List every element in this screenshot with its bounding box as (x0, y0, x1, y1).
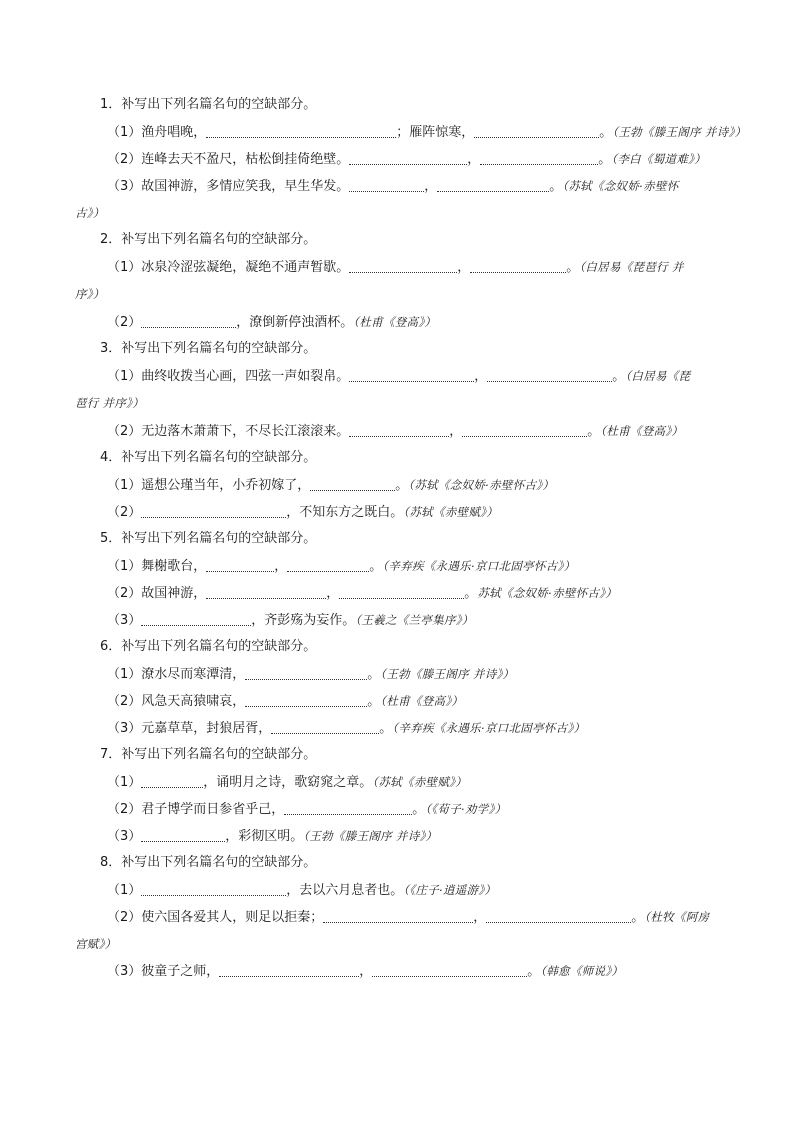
answer-blank[interactable] (245, 693, 367, 707)
source-citation: （苏轼《念奴娇·赤壁怀 (562, 179, 679, 193)
answer-blank[interactable] (349, 259, 457, 273)
prompt-text: （3） (107, 613, 142, 628)
prompt-text: （3）故国神游，多情应笑我，早生华发。 (107, 179, 350, 194)
prompt-text: （2）连峰去天不盈尺，枯松倒挂倚绝壁。 (107, 152, 350, 167)
source-citation: 宫赋》） (75, 937, 117, 951)
question-heading (100, 853, 316, 873)
sub-question (107, 961, 623, 981)
continued-line (75, 934, 116, 954)
sub-question (107, 718, 585, 738)
question-heading (100, 448, 316, 468)
answer-blank[interactable] (287, 558, 369, 572)
answer-blank[interactable] (141, 612, 251, 626)
prompt-text: （1）遥想公瑾当年，小乔初嫁了， (107, 478, 311, 493)
source-citation: （辛弃疾《永遇乐·京口北固亭怀古》） (392, 721, 586, 735)
prompt-text: 。 (395, 478, 409, 493)
answer-blank[interactable] (310, 477, 395, 491)
prompt-text: ，去以六月息者也。 (286, 883, 404, 898)
source-citation: （白居易《琵琶行 并 (579, 260, 684, 274)
answer-blank[interactable] (487, 368, 612, 382)
prompt-text: 。 (599, 125, 613, 140)
prompt-text: ， (359, 964, 373, 979)
prompt-text: ，诵明月之诗，歌窈窕之章。 (203, 775, 373, 790)
answer-blank[interactable] (141, 314, 236, 328)
answer-blank[interactable] (141, 882, 286, 896)
prompt-text: 。 (464, 586, 478, 601)
prompt-text: （1）渔舟唱晚， (107, 125, 207, 140)
question-heading (100, 529, 316, 549)
prompt-text: 7．补写出下列名篇名句的空缺部分。 (100, 747, 317, 762)
prompt-text: ，不知东方之既白。 (286, 505, 404, 520)
prompt-text: 。 (631, 910, 645, 925)
prompt-text: 4．补写出下列名篇名句的空缺部分。 (100, 450, 317, 465)
source-citation: （杜甫《登高》） (600, 424, 684, 438)
sub-question (107, 826, 437, 846)
prompt-text: 。 (369, 559, 383, 574)
prompt-text: 。 (412, 802, 426, 817)
sub-question (107, 312, 436, 332)
sub-question (107, 475, 554, 495)
prompt-text: ，彩彻区明。 (225, 829, 304, 844)
prompt-text: （1）冰泉冷涩弦凝绝，凝绝不通声暂歇。 (107, 260, 350, 275)
prompt-text: ，潦倒新停浊酒杯。 (236, 315, 354, 330)
prompt-text: ，齐彭殇为妄作。 (251, 613, 356, 628)
prompt-text: （3）彼童子之师， (107, 964, 220, 979)
prompt-text: ， (424, 179, 438, 194)
sub-question (107, 583, 617, 603)
prompt-text: 。 (566, 260, 580, 275)
answer-blank[interactable] (470, 259, 566, 273)
answer-blank[interactable] (141, 774, 203, 788)
sub-question (107, 366, 690, 386)
prompt-text: （2） (107, 315, 142, 330)
source-citation: （《庄子·逍遥游》） (403, 883, 497, 897)
answer-blank[interactable] (372, 963, 527, 977)
prompt-text: ， (457, 260, 471, 275)
prompt-text: 1．补写出下列名篇名句的空缺部分。 (100, 97, 317, 112)
source-citation: （杜牧《阿房 (644, 910, 710, 924)
prompt-text: （1）舞榭歌台， (107, 559, 207, 574)
question-heading (100, 745, 316, 765)
prompt-text: 。 (379, 721, 393, 736)
prompt-text: （1） (107, 775, 142, 790)
source-citation: 序》） (75, 287, 105, 301)
sub-question (107, 149, 706, 169)
prompt-text: 。 (367, 694, 381, 709)
prompt-text: （3） (107, 829, 142, 844)
prompt-text: 。 (598, 152, 612, 167)
prompt-text: ， (473, 910, 487, 925)
answer-blank[interactable] (323, 909, 473, 923)
prompt-text: （1）潦水尽而寒潭清， (107, 667, 246, 682)
answer-blank[interactable] (474, 124, 599, 138)
sub-question (107, 556, 575, 576)
answer-blank[interactable] (245, 666, 367, 680)
source-citation: （苏轼《念奴娇·赤壁怀古》） (408, 478, 555, 492)
prompt-text: ；雁阵惊寒， (396, 125, 475, 140)
answer-blank[interactable] (462, 423, 587, 437)
source-citation: （王勃《滕王阁序 并诗》） (612, 125, 747, 139)
answer-blank[interactable] (271, 720, 379, 734)
sub-question (107, 880, 496, 900)
source-citation: （杜甫《登高》） (353, 315, 437, 329)
answer-blank[interactable] (141, 504, 286, 518)
source-citation: （白居易《琵 (625, 369, 691, 383)
prompt-text: （1）曲终收拨当心画，四弦一声如裂帛。 (107, 369, 350, 384)
prompt-text: 8．补写出下列名篇名句的空缺部分。 (100, 855, 317, 870)
source-citation: （苏轼《赤壁赋》） (372, 775, 467, 789)
prompt-text: ， (449, 424, 463, 439)
question-heading (100, 339, 316, 359)
prompt-text: （2）风急天高猿啸哀， (107, 694, 246, 709)
prompt-text: 5．补写出下列名篇名句的空缺部分。 (100, 531, 317, 546)
source-citation: （李白《蜀道难》） (611, 152, 707, 166)
source-citation: （王勃《滕王阁序 并诗》） (303, 829, 438, 843)
source-citation: （王勃《滕王阁序 并诗》） (380, 667, 515, 681)
continued-line (75, 393, 144, 413)
prompt-text: ， (474, 369, 488, 384)
sub-question (107, 122, 746, 142)
continued-line (75, 203, 105, 223)
sub-question (107, 421, 683, 441)
answer-blank[interactable] (206, 558, 274, 572)
answer-blank[interactable] (206, 124, 396, 138)
answer-blank[interactable] (349, 151, 467, 165)
answer-blank[interactable] (486, 909, 631, 923)
prompt-text: 。 (612, 369, 626, 384)
prompt-text: 。 (367, 667, 381, 682)
source-citation: 苏轼《念奴娇·赤壁怀古》） (477, 586, 618, 600)
continued-line (75, 284, 105, 304)
source-citation: （王羲之《兰亭集序》） (355, 613, 474, 627)
answer-blank[interactable] (206, 585, 326, 599)
prompt-text: （3）元嘉草草，封狼居胥， (107, 721, 272, 736)
prompt-text: 6．补写出下列名篇名句的空缺部分。 (100, 639, 317, 654)
prompt-text: ， (467, 152, 481, 167)
source-citation: 琶行 并序》） (75, 396, 145, 410)
sub-question (107, 691, 463, 711)
source-citation: （杜甫《登高》） (380, 694, 464, 708)
prompt-text: （2）君子博学而日参省乎己， (107, 802, 285, 817)
sub-question (107, 176, 679, 196)
prompt-text: （2）故国神游， (107, 586, 207, 601)
prompt-text: （2） (107, 505, 142, 520)
source-citation: （《荀子·劝学》） (425, 802, 507, 816)
answer-blank[interactable] (339, 585, 464, 599)
answer-blank[interactable] (480, 151, 598, 165)
prompt-text: 。 (587, 424, 601, 439)
prompt-text: （2）使六国各爱其人，则足以拒秦； (107, 910, 324, 925)
sub-question (107, 610, 474, 630)
question-heading (100, 637, 316, 657)
source-citation: （韩愈《师说》） (540, 964, 624, 978)
answer-blank[interactable] (349, 368, 474, 382)
answer-blank[interactable] (284, 801, 412, 815)
prompt-text: 3．补写出下列名篇名句的空缺部分。 (100, 341, 317, 356)
prompt-text: ， (274, 559, 288, 574)
prompt-text: ， (326, 586, 340, 601)
sub-question (107, 502, 498, 522)
prompt-text: 2．补写出下列名篇名句的空缺部分。 (100, 232, 317, 247)
prompt-text: （2）无边落木萧萧下，不尽长江滚滚来。 (107, 424, 350, 439)
sub-question (107, 772, 467, 792)
answer-blank[interactable] (437, 178, 549, 192)
prompt-text: 。 (527, 964, 541, 979)
prompt-text: （1） (107, 883, 142, 898)
answer-blank[interactable] (349, 178, 424, 192)
source-citation: （辛弃疾《永遇乐·京口北固亭怀古》） (382, 559, 576, 573)
answer-blank[interactable] (141, 828, 225, 842)
answer-blank[interactable] (349, 423, 449, 437)
sub-question (107, 799, 506, 819)
source-citation: （苏轼《赤壁赋》） (403, 505, 498, 519)
question-heading (100, 230, 316, 250)
answer-blank[interactable] (219, 963, 359, 977)
sub-question (107, 907, 709, 927)
question-heading (100, 95, 316, 115)
prompt-text: 。 (549, 179, 563, 194)
sub-question (107, 257, 684, 277)
sub-question (107, 664, 514, 684)
source-citation: 古》） (75, 206, 105, 220)
